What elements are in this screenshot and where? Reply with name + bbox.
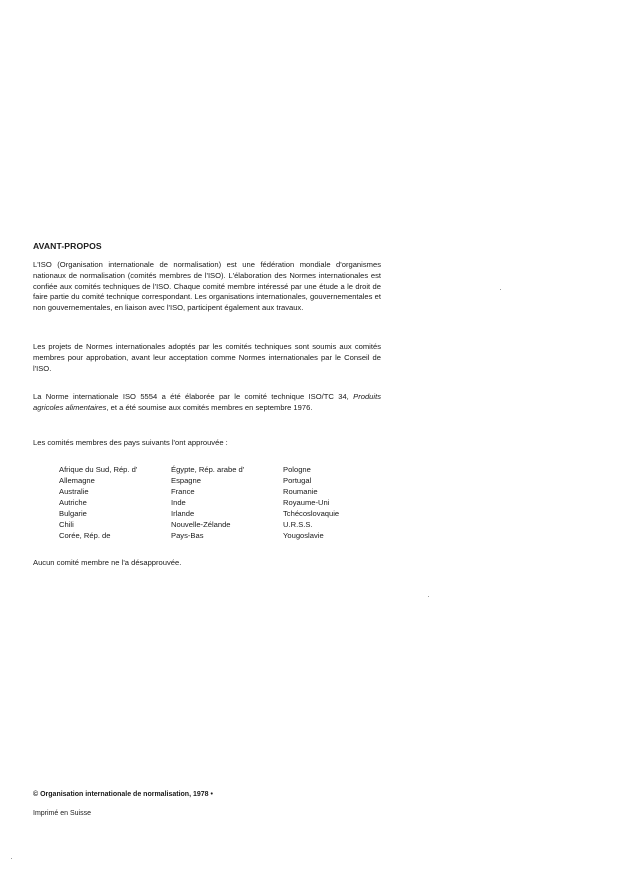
country-item: Tchécoslovaquie (283, 509, 340, 518)
paragraph-disapproval: Aucun comité membre ne l'a désapprouvée. (33, 558, 182, 567)
paragraph-iso-description: L'ISO (Organisation internationale de normalisation) est une fédération mondiale d'organismes nationaux de normalisation (comités membres de l'ISO). L'élaboration des Normes internationales est confiée aux comités techniques de l'ISO. Chaque comité membre intéressé par une étude a le droit de faire partie du comité technique correspondant. Les organisations internationales, gouvernementales et non gouvernementales, en liaison avec l'ISO, participent également aux travaux. (33, 260, 381, 313)
country-item: Égypte, Rép. arabe d' (171, 465, 245, 474)
country-item: Australie (59, 487, 89, 496)
country-item: Inde (171, 498, 186, 507)
country-item: Espagne (171, 476, 201, 485)
paragraph-approving-members-intro: Les comités membres des pays suivants l'ont approuvée : (33, 438, 228, 447)
section-heading: AVANT-PROPOS (33, 241, 102, 251)
printed-in-notice: Imprimé en Suisse (33, 810, 91, 817)
country-item: Pologne (283, 465, 311, 474)
scan-speck (500, 289, 501, 290)
scan-speck (11, 858, 12, 859)
country-list (59, 464, 393, 541)
country-item: Autriche (59, 498, 87, 507)
country-item: Pays-Bas (171, 531, 204, 540)
country-item: Corée, Rép. de (59, 531, 111, 540)
paragraph-standard-origin (33, 392, 381, 414)
copyright-notice: © Organisation internationale de normalisation, 1978 • (33, 791, 213, 798)
country-item: Yougoslavie (283, 531, 324, 540)
country-item: Royaume-Uni (283, 498, 330, 507)
country-column-3 (283, 464, 393, 541)
country-item: France (171, 487, 195, 496)
country-item: Chili (59, 520, 74, 529)
country-column-2 (171, 464, 283, 541)
country-item: U.R.S.S. (283, 520, 313, 529)
country-column-1 (59, 464, 171, 541)
country-item: Portugal (283, 476, 312, 485)
committee-title: Produits agricoles alimentaires (33, 392, 381, 412)
country-item: Afrique du Sud, Rép. d' (59, 465, 138, 474)
paragraph-standard-origin-start: La Norme internationale ISO 5554 a été élaborée par le comité technique ISO/TC 34, (33, 392, 354, 401)
country-item: Irlande (171, 509, 195, 518)
country-item: Bulgarie (59, 509, 87, 518)
country-item: Nouvelle-Zélande (171, 520, 231, 529)
scan-speck (428, 596, 429, 597)
country-item: Roumanie (283, 487, 318, 496)
paragraph-approval-process: Les projets de Normes internationales adoptés par les comités techniques sont soumis aux comités membres pour approbation, avant leur acceptation comme Normes internationales par le Conseil de l'ISO. (33, 342, 381, 373)
country-item: Allemagne (59, 476, 95, 485)
paragraph-standard-origin-end: , et a été soumise aux comités membres en septembre 1976. (106, 402, 313, 412)
